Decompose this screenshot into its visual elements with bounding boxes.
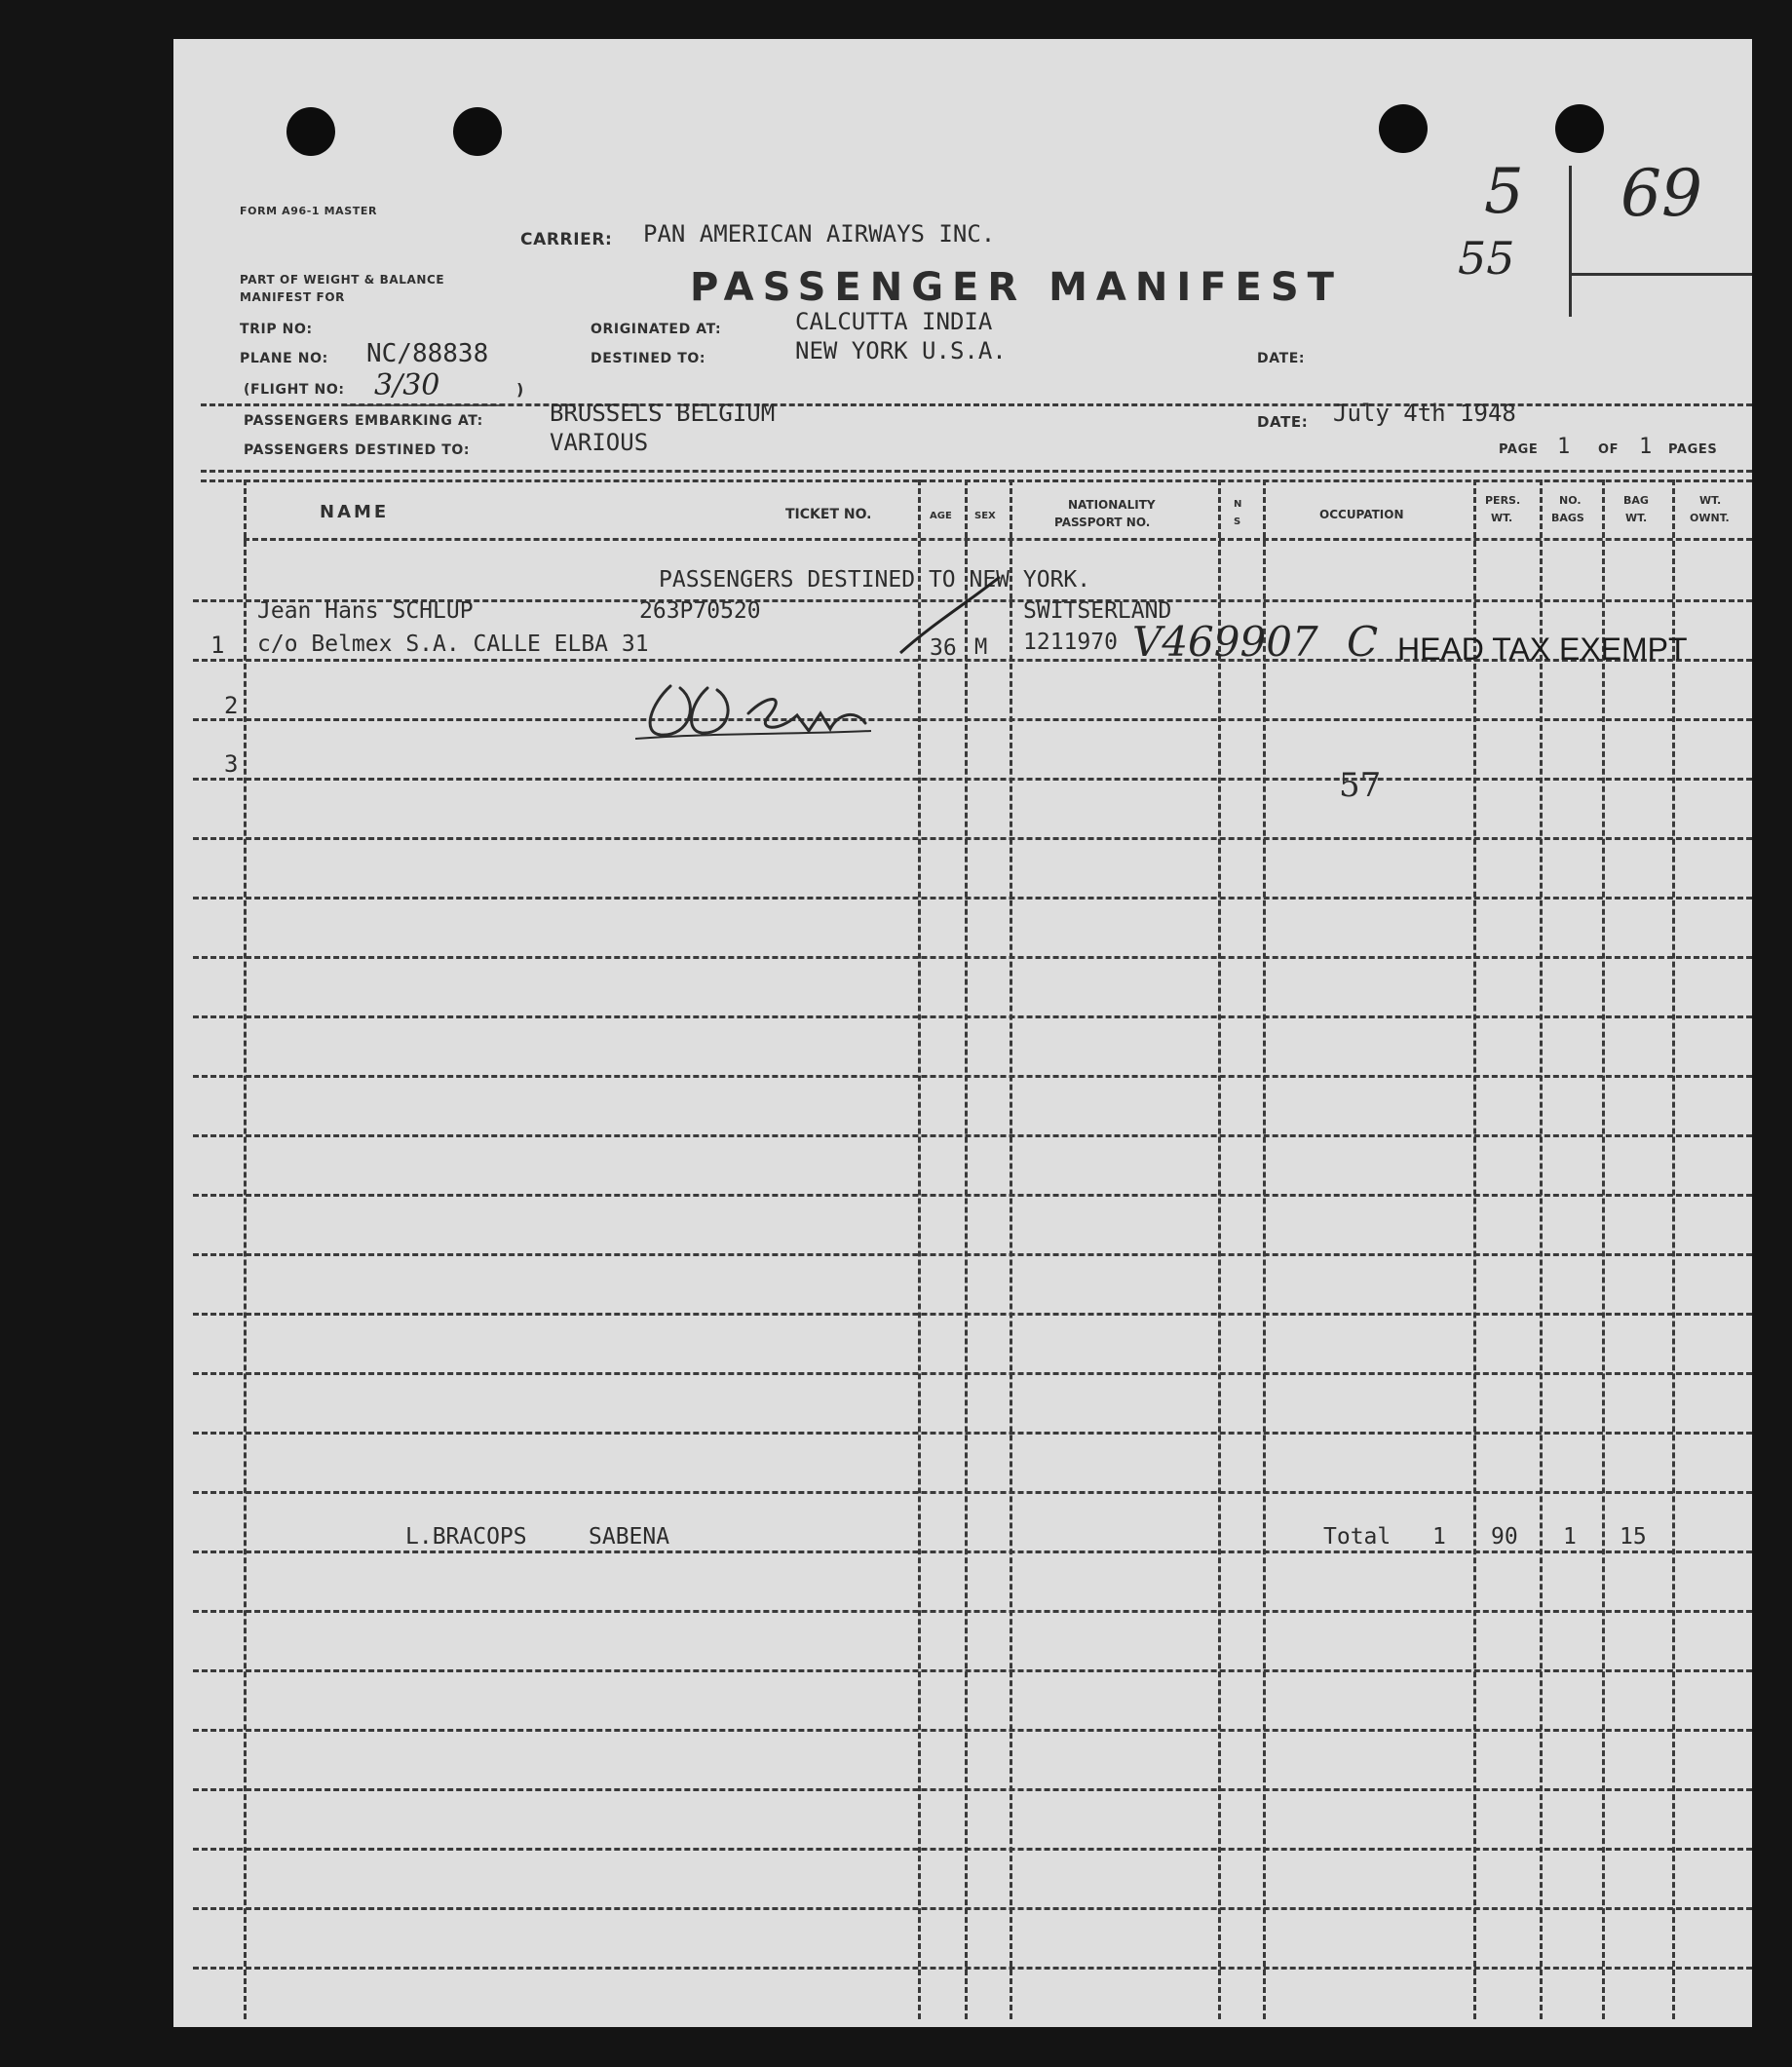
stamp-number: 57	[1339, 766, 1382, 805]
row-line	[193, 1967, 1752, 1970]
col-head-nationality-1: NATIONALITY	[1068, 498, 1156, 512]
row-line	[193, 1372, 1752, 1375]
col-head-age: AGE	[930, 511, 952, 521]
row-line	[193, 1550, 1752, 1553]
passenger-sex: M	[974, 635, 988, 660]
airline-name: SABENA	[589, 1524, 670, 1550]
passengers-destined-value: VARIOUS	[550, 429, 649, 456]
passengers-destined-label: PASSENGERS DESTINED TO:	[244, 442, 471, 458]
destined-to-value: NEW YORK U.S.A.	[795, 337, 1007, 364]
row-line	[193, 1015, 1752, 1018]
row-line	[193, 1253, 1752, 1256]
col-head-sex: SEX	[974, 511, 996, 521]
originated-at-label: ORIGINATED AT:	[591, 322, 722, 337]
embarking-value: BRUSSELS BELGIUM	[550, 400, 776, 427]
corner-mark-a: 5	[1484, 156, 1524, 228]
passenger-visa: V469907	[1132, 618, 1318, 666]
date-label: DATE:	[1257, 413, 1309, 431]
table-top-rule-2	[201, 479, 1752, 482]
row-line	[193, 1194, 1752, 1197]
trip-no-label: TRIP NO:	[240, 322, 313, 337]
passenger-address: c/o Belmex S.A. CALLE ELBA 31	[257, 632, 649, 657]
top-date-label: DATE:	[1257, 351, 1306, 366]
row-line	[193, 1610, 1752, 1613]
total-bag-wt: 15	[1620, 1524, 1647, 1550]
row-line	[193, 956, 1752, 959]
destined-to-label: DESTINED TO:	[591, 351, 706, 366]
punch-hole	[453, 107, 502, 156]
passenger-mark: C	[1347, 618, 1379, 666]
row-line	[193, 1075, 1752, 1078]
passenger-passport: 1211970	[1023, 630, 1118, 655]
col-head-ns-1: N	[1234, 499, 1242, 510]
row-number: 2	[224, 692, 239, 719]
row-line	[193, 1669, 1752, 1672]
row-line	[193, 1907, 1752, 1910]
manifest-sheet	[173, 39, 1752, 2027]
col-head-no-bags-1: NO.	[1559, 494, 1582, 507]
corner-mark-c: 69	[1620, 156, 1702, 231]
agent-name: L.BRACOPS	[405, 1524, 527, 1550]
row-number: 1	[210, 632, 225, 659]
punch-hole	[286, 107, 335, 156]
corner-box-bottom	[1569, 273, 1752, 276]
page-total: 1	[1639, 435, 1653, 459]
punch-hole	[1555, 104, 1604, 153]
col-head-nationality-2: PASSPORT NO.	[1054, 516, 1151, 529]
total-count: 1	[1432, 1524, 1446, 1550]
page-current: 1	[1557, 435, 1571, 459]
embarking-label: PASSENGERS EMBARKING AT:	[244, 413, 483, 429]
row-line	[193, 778, 1752, 781]
row-line	[193, 1313, 1752, 1316]
col-head-wt-ownt-2: OWNT.	[1690, 512, 1730, 524]
row-line	[193, 1788, 1752, 1791]
row-line	[193, 1491, 1752, 1494]
corner-mark-b: 55	[1458, 232, 1515, 285]
col-head-bag-wt-1: BAG	[1623, 494, 1649, 507]
row-line	[193, 897, 1752, 900]
passenger-age: 36	[930, 635, 957, 661]
flight-no-close: )	[516, 380, 524, 399]
signature	[631, 674, 875, 743]
carrier-value: PAN AMERICAN AIRWAYS INC.	[643, 220, 996, 248]
row-line	[193, 1729, 1752, 1732]
passenger-name: Jean Hans SCHLUP	[257, 598, 474, 624]
col-head-occupation: OCCUPATION	[1319, 508, 1404, 521]
flight-no-label: (FLIGHT NO:	[244, 382, 345, 398]
passenger-ticket: 263P70520	[639, 598, 761, 624]
total-bags: 1	[1563, 1524, 1577, 1550]
weight-balance-label-2: MANIFEST FOR	[240, 290, 345, 304]
table-top-rule	[201, 470, 1752, 473]
form-id: FORM A96-1 MASTER	[240, 205, 378, 217]
corner-box-left	[1569, 166, 1572, 317]
col-head-no-bags-2: BAGS	[1551, 512, 1584, 524]
page-title: PASSENGER MANIFEST	[690, 265, 1343, 310]
page-label: PAGE	[1499, 442, 1539, 457]
weight-balance-label-1: PART OF WEIGHT & BALANCE	[240, 273, 445, 287]
header-rule	[201, 403, 1752, 406]
col-head-pers-wt-1: PERS.	[1485, 494, 1521, 507]
punch-hole	[1379, 104, 1428, 153]
flight-no-value: 3/30	[374, 368, 440, 402]
passenger-nationality: SWITSERLAND	[1023, 598, 1172, 624]
pages-label: PAGES	[1668, 442, 1718, 457]
row-line	[193, 718, 1752, 721]
date-value: July 4th 1948	[1333, 400, 1516, 427]
col-head-bag-wt-2: WT.	[1625, 512, 1648, 524]
row-line	[193, 1848, 1752, 1851]
row-line	[193, 1134, 1752, 1137]
total-pers-wt: 90	[1491, 1524, 1518, 1550]
carrier-label: CARRIER:	[520, 230, 613, 249]
page-of-label: OF	[1598, 442, 1620, 457]
col-head-wt-ownt-1: WT.	[1699, 494, 1722, 507]
row-number: 3	[224, 750, 239, 778]
plane-no-label: PLANE NO:	[240, 351, 328, 366]
col-head-ns-2: S	[1234, 517, 1241, 527]
col-head-ticket: TICKET NO.	[785, 507, 872, 522]
head-tax-stamp: HEAD TAX EXEMPT	[1397, 632, 1688, 667]
plane-no-value: NC/88838	[366, 339, 489, 368]
row-line	[193, 837, 1752, 840]
originated-at-value: CALCUTTA INDIA	[795, 308, 993, 335]
col-head-pers-wt-2: WT.	[1491, 512, 1513, 524]
section-note: PASSENGERS DESTINED TO NEW YORK.	[659, 567, 1091, 593]
total-label: Total	[1323, 1524, 1392, 1550]
row-line	[193, 1432, 1752, 1435]
column-header-rule	[244, 538, 1752, 541]
col-head-name: NAME	[320, 502, 390, 522]
